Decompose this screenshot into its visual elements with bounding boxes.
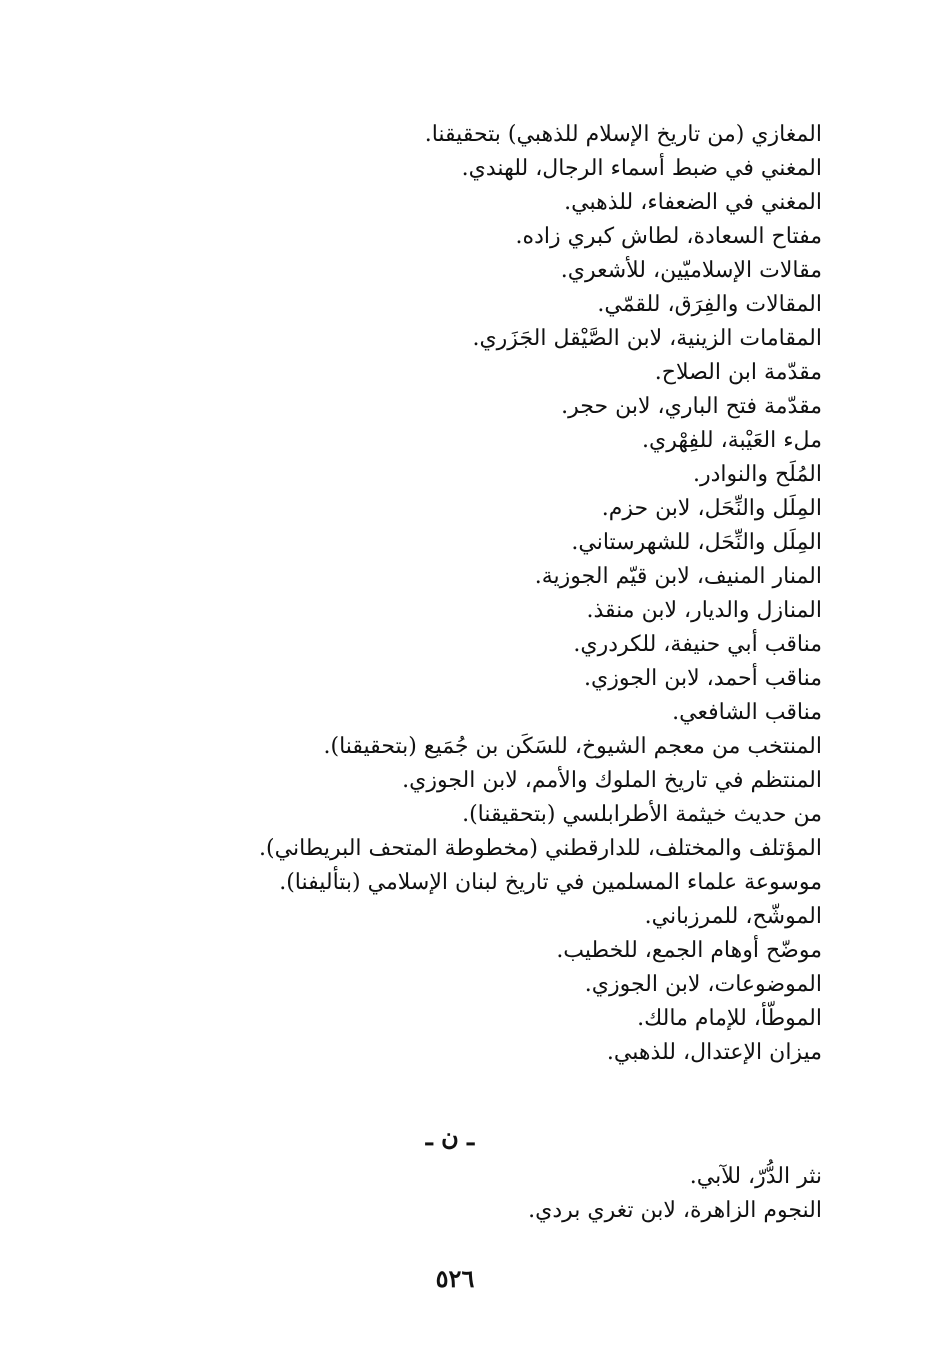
bibliography-entry: المِلَل والنِّحَل، للشهرستاني. [571, 530, 822, 555]
bibliography-entry: الموضوعات، لابن الجوزي. [584, 972, 822, 997]
bibliography-entry: النجوم الزاهرة، لابن تغري بردي. [528, 1198, 822, 1223]
bibliography-entry: المنار المنيف، لابن قيّم الجوزية. [534, 564, 822, 589]
bibliography-entry: المُلَح والنوادر. [693, 462, 822, 487]
bibliography-entry: من حديث خيثمة الأطرابلسي (بتحقيقنا). [462, 802, 822, 827]
bibliography-entry: نثر الدُّرّ، للآبي. [689, 1164, 822, 1189]
bibliography-entry: المؤتلف والمختلف، للدارقطني (مخطوطة المتحف البريطاني). [259, 836, 822, 861]
bibliography-entry: المقالات والفِرَق، للقمّي. [597, 292, 822, 317]
bibliography-entry: الموطّأ، للإمام مالك. [637, 1006, 822, 1031]
bibliography-entry: ملء العَيْبة، للفِهْري. [642, 428, 822, 453]
bibliography-entry: مناقب الشافعي. [672, 700, 822, 725]
bibliography-entry: مقدّمة ابن الصلاح. [654, 360, 822, 385]
bibliography-entry: المنتظم في تاريخ الملوك والأمم، لابن الجوزي. [402, 768, 822, 793]
bibliography-entry: المغني في الضعفاء، للذهبي. [564, 190, 822, 215]
bibliography-entry: الموشّح، للمرزباني. [644, 904, 822, 929]
bibliography-entry: المنتخب من معجم الشيوخ، للسَكَن بن جُمَيع (بتحقيقنا). [323, 734, 822, 759]
bibliography-entry: مفتاح السعادة، لطاش كبري زاده. [515, 224, 822, 249]
bibliography-entry: مناقب أبي حنيفة، للكردري. [573, 632, 822, 657]
bibliography-entry: مقدّمة فتح الباري، لابن حجر. [561, 394, 822, 419]
bibliography-entry: المغني في ضبط أسماء الرجال، للهندي. [461, 156, 822, 181]
bibliography-entry: موسوعة علماء المسلمين في تاريخ لبنان الإسلامي (بتأليفنا). [279, 870, 822, 895]
bibliography-entry: ميزان الإعتدال، للذهبي. [606, 1040, 822, 1065]
bibliography-entry: المغازي (من تاريخ الإسلام للذهبي) بتحقيقنا. [424, 122, 822, 147]
bibliography-entry: مقالات الإسلاميّين، للأشعري. [560, 258, 822, 283]
page-number: ٥٢٦ [435, 1264, 475, 1293]
bibliography-entry: المِلَل والنِّحَل، لابن حزم. [601, 496, 822, 521]
bibliography-entry: موضّح أوهام الجمع، للخطيب. [556, 938, 822, 963]
bibliography-entry: المقامات الزينية، لابن الصَّيْقل الجَزَري. [472, 326, 822, 351]
bibliography-list-mim [259, 118, 822, 1070]
bibliography-entry: المنازل والديار، لابن منقذ. [586, 598, 822, 623]
bibliography-entry: مناقب أحمد، لابن الجوزي. [584, 666, 822, 691]
section-heading-nun: ـ ن ـ [425, 1122, 475, 1151]
bibliography-list-nun [302, 1160, 822, 1228]
